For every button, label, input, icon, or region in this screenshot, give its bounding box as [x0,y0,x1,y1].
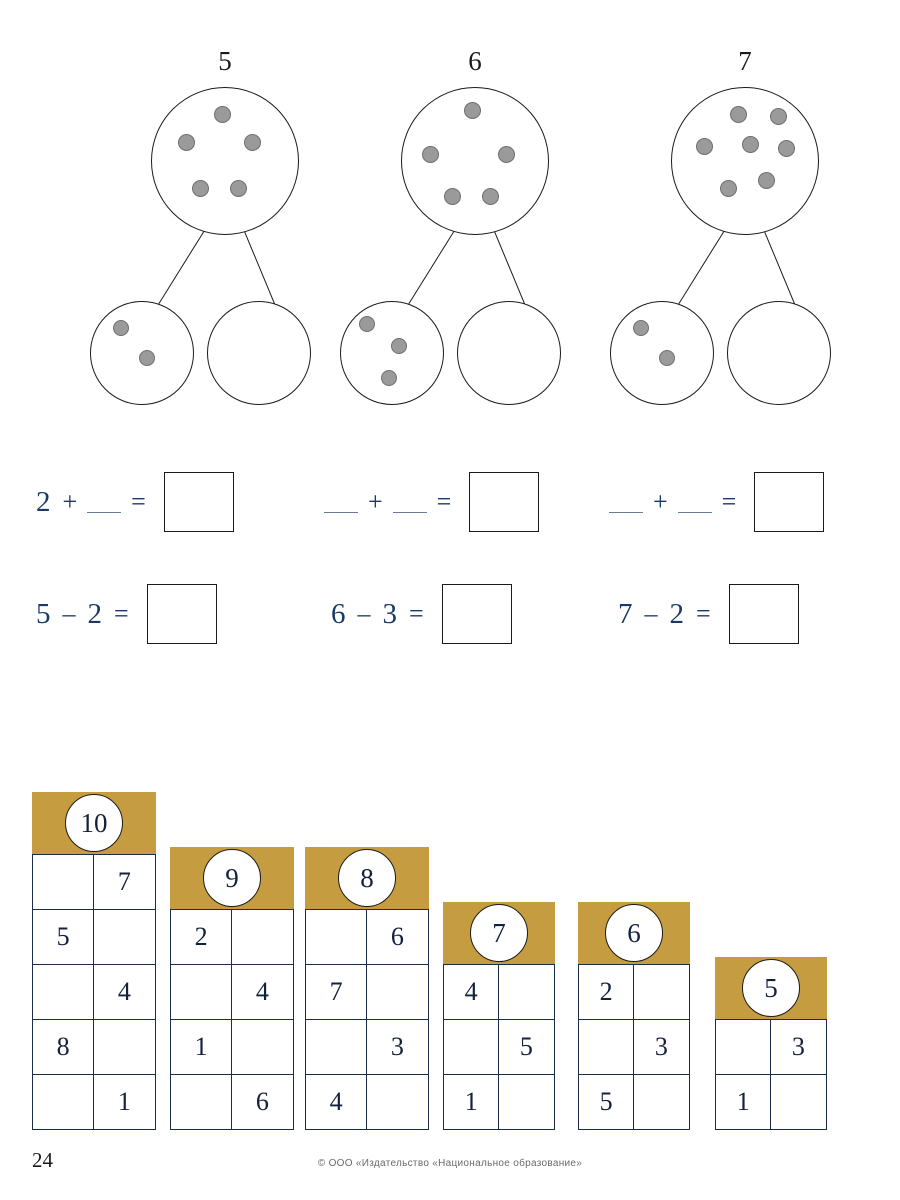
equals-symbol: = [696,599,711,628]
tower-cell-empty[interactable] [444,1020,499,1075]
tower-cell-value: 6 [367,910,428,965]
tower-cell-value: 2 [171,910,232,965]
tower-grid [305,909,429,1130]
operand-second: 2 [669,597,684,630]
tower-row [716,1020,827,1075]
bond-connector-line [677,228,726,306]
tower-header [305,847,429,909]
bond-connector-line [407,228,456,306]
tower-total-badge: 10 [65,794,123,852]
tower-header [578,902,690,964]
bond-part-circle-right[interactable] [457,301,561,405]
counter-dot [214,106,231,123]
counter-dot [178,134,195,151]
operator-symbol: – [644,599,658,628]
tower-row [171,965,294,1020]
equals-symbol: = [114,599,129,628]
equals-symbol: = [436,487,452,516]
tower-total-badge: 8 [338,849,396,907]
tower-row [579,1075,690,1130]
tower-cell-empty[interactable] [634,965,689,1020]
number-bond-group [330,24,620,424]
tower-grid [578,964,690,1130]
operand-first-blank[interactable] [324,492,358,513]
operand-second-blank[interactable] [393,492,427,513]
tower-cell-value: 1 [444,1075,499,1130]
tower-row [444,965,555,1020]
tower-cell-value: 1 [171,1020,232,1075]
tower-row [33,1075,156,1130]
counter-dot [391,338,407,354]
equations-section [0,462,900,672]
tower-cell-empty[interactable] [634,1075,689,1130]
tower-grid [32,854,156,1130]
tower-cell-empty[interactable] [306,1020,367,1075]
counter-dot [770,108,787,125]
bond-connector-line [493,229,526,307]
tower-header [170,847,294,909]
tower-cell-empty[interactable] [367,1075,428,1130]
tower-cell-value: 5 [499,1020,554,1075]
counter-dot [139,350,155,366]
tower-cell-empty[interactable] [306,910,367,965]
number-bond-group [600,24,890,424]
tower-row [33,965,156,1020]
operator-symbol: – [357,599,371,628]
counter-dot [633,320,649,336]
counter-dot [422,146,439,163]
tower-cell-empty[interactable] [716,1020,771,1075]
tower-cell-empty[interactable] [33,1075,94,1130]
answer-box[interactable] [469,472,539,532]
number-tower [305,847,429,1130]
counter-dot [742,136,759,153]
operand-second: 3 [382,597,397,630]
operand-second-blank[interactable] [678,492,712,513]
operator-symbol: + [62,487,78,516]
counter-dot [230,180,247,197]
tower-cell-value: 4 [232,965,293,1020]
equation [325,574,512,654]
tower-cell-value: 4 [306,1075,367,1130]
number-tower [32,792,156,1130]
equals-symbol: = [409,599,424,628]
tower-total-badge: 7 [470,904,528,962]
tower-cell-empty[interactable] [171,965,232,1020]
tower-cell-value: 4 [444,965,499,1020]
number-tower [578,902,690,1130]
counter-dot [381,370,397,386]
tower-cell-empty[interactable] [579,1020,634,1075]
tower-cell-value: 2 [579,965,634,1020]
operand-second-blank[interactable] [87,492,121,513]
tower-cell-value: 3 [367,1020,428,1075]
tower-grid [443,964,555,1130]
tower-row [33,1020,156,1075]
tower-row [444,1075,555,1130]
tower-cell-empty[interactable] [94,1020,155,1075]
tower-row [33,855,156,910]
tower-row [171,910,294,965]
tower-row [306,910,429,965]
operator-symbol: + [653,487,668,516]
tower-cell-empty[interactable] [771,1075,826,1130]
bond-part-circle-left [90,301,194,405]
operand-first: 5 [36,597,51,630]
tower-row [579,1020,690,1075]
equation [605,462,824,542]
counter-dot [778,140,795,157]
tower-cell-empty[interactable] [367,965,428,1020]
tower-row [306,1075,429,1130]
counter-dot [359,316,375,332]
counter-dot [720,180,737,197]
tower-cell-value: 7 [306,965,367,1020]
tower-row [716,1075,827,1130]
bond-total-label: 7 [738,46,752,76]
answer-box[interactable] [729,584,799,644]
number-tower [715,957,827,1130]
tower-cell-value: 7 [94,855,155,910]
page-number: 24 [32,1148,53,1172]
number-tower [170,847,294,1130]
counter-dot [464,102,481,119]
bond-part-circle-right[interactable] [727,301,831,405]
equation [30,574,217,654]
tower-cell-empty[interactable] [94,910,155,965]
tower-cell-empty[interactable] [33,855,94,910]
tower-cell-empty[interactable] [171,1075,232,1130]
counter-dot [758,172,775,189]
bond-whole-circle [151,87,299,235]
equation [320,462,539,542]
number-bond-section [0,24,900,424]
tower-cell-empty[interactable] [33,965,94,1020]
answer-box[interactable] [442,584,512,644]
tower-header [32,792,156,854]
bond-whole-circle [671,87,819,235]
bond-total-label: 6 [468,46,482,76]
number-bond-group [80,24,370,424]
number-tower [443,902,555,1130]
counter-dot [498,146,515,163]
tower-cell-value: 4 [94,965,155,1020]
counter-dot [113,320,129,336]
bond-connector-line [157,228,206,306]
tower-row [579,965,690,1020]
tower-row [444,1020,555,1075]
tower-cell-empty[interactable] [499,1075,554,1130]
answer-box[interactable] [754,472,824,532]
tower-row [171,1020,294,1075]
equations-row-addition [0,462,900,552]
operand-first: 2 [36,485,51,518]
equals-symbol: = [131,487,146,516]
operand-second: 2 [87,597,102,630]
tower-total-badge: 6 [605,904,663,962]
copyright-notice: © ООО «Издательство «Национальное образование» [317,1158,583,1169]
tower-grid [170,909,294,1130]
tower-cell-value: 1 [716,1075,771,1130]
equation [612,574,799,654]
answer-box[interactable] [147,584,217,644]
tower-cell-empty[interactable] [232,1020,293,1075]
operand-first: 6 [331,597,346,630]
counter-dot [444,188,461,205]
tower-cell-value: 5 [579,1075,634,1130]
operand-first-blank[interactable] [609,492,643,513]
tower-cell-value: 1 [94,1075,155,1130]
bond-connector-line [763,229,796,307]
tower-cell-value: 5 [33,910,94,965]
operator-symbol: – [62,599,76,628]
bond-connector-line [243,229,276,307]
bond-total-label: 5 [218,46,232,76]
counter-dot [696,138,713,155]
tower-row [33,910,156,965]
tower-row [171,1075,294,1130]
number-tower-section [0,700,900,1130]
tower-cell-empty[interactable] [232,910,293,965]
counter-dot [192,180,209,197]
tower-row [306,965,429,1020]
counter-dot [482,188,499,205]
bond-part-circle-left [340,301,444,405]
counter-dot [244,134,261,151]
equals-symbol: = [721,487,737,516]
counter-dot [659,350,675,366]
tower-grid [715,1019,827,1130]
equations-row-subtraction [0,574,900,664]
tower-cell-empty[interactable] [499,965,554,1020]
bond-part-circle-right[interactable] [207,301,311,405]
bond-whole-circle [401,87,549,235]
tower-cell-value: 8 [33,1020,94,1075]
tower-total-badge: 9 [203,849,261,907]
bond-part-circle-left [610,301,714,405]
operand-first: 7 [618,597,633,630]
answer-box[interactable] [164,472,234,532]
tower-header [715,957,827,1019]
tower-row [306,1020,429,1075]
operator-symbol: + [368,487,383,516]
counter-dot [730,106,747,123]
tower-cell-value: 3 [771,1020,826,1075]
tower-cell-value: 3 [634,1020,689,1075]
tower-cell-value: 6 [232,1075,293,1130]
tower-header [443,902,555,964]
tower-total-badge: 5 [742,959,800,1017]
equation [30,462,234,542]
